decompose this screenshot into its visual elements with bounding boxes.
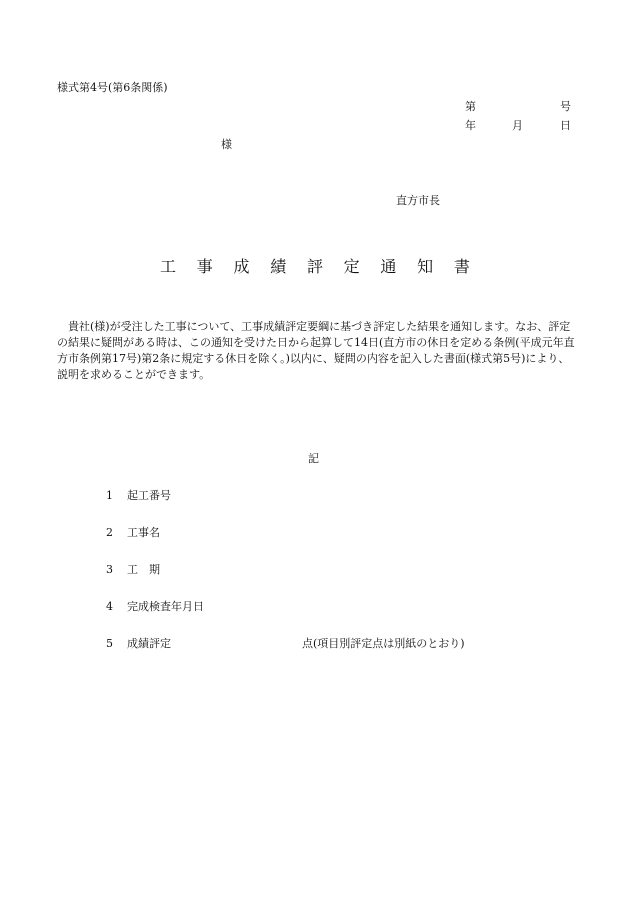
title-char: 事 [196, 257, 213, 276]
title-char: 知 [417, 257, 434, 276]
document-title [160, 258, 470, 276]
item-number: 5 [106, 637, 113, 650]
title-char: 績 [270, 257, 287, 276]
item-number: 4 [106, 600, 113, 613]
item-label: 起工番号 [127, 489, 171, 502]
date-day: 日 [560, 119, 571, 132]
title-char: 評 [306, 257, 323, 276]
item-label: 工事名 [127, 526, 160, 539]
list-item [106, 600, 204, 614]
item-number: 1 [106, 489, 113, 502]
item-label: 完成検査年月日 [127, 600, 204, 613]
sender: 直方市長 [396, 194, 440, 207]
score-note: 点(項目別評定点は別紙のとおり) [302, 637, 465, 650]
ki-heading: 記 [308, 452, 319, 465]
list-item [106, 526, 160, 540]
date-year: 年 [465, 119, 476, 132]
title-char: 成 [233, 257, 250, 276]
item-label: 工 期 [127, 563, 160, 576]
list-item [106, 563, 160, 577]
item-number: 3 [106, 563, 113, 576]
title-char: 定 [343, 257, 360, 276]
doc-number-prefix: 第 [465, 100, 476, 113]
title-char: 工 [160, 257, 177, 276]
addressee-suffix: 様 [221, 138, 232, 151]
form-label: 様式第4号(第6条関係) [57, 81, 168, 94]
title-char: 書 [453, 257, 470, 276]
list-item [106, 489, 171, 503]
item-label: 成績評定 [127, 637, 171, 650]
title-char: 通 [380, 257, 397, 276]
item-number: 2 [106, 526, 113, 539]
list-item [106, 637, 171, 651]
doc-number-suffix: 号 [560, 100, 571, 113]
date-month: 月 [512, 119, 523, 132]
body-paragraph: 貴社(様)が受注した工事について、工事成績評定要綱に基づき評定した結果を通知します。なお、評定の結果に疑問がある時は、この通知を受けた日から起算して14日(直方市の休日を定める条例(平成元年直方市条例第17号)第2条に規定する休日を除く。)以内に、疑問の内容を記入した書面(様式第5号)により、説明を求めることができます。 [57, 320, 575, 381]
